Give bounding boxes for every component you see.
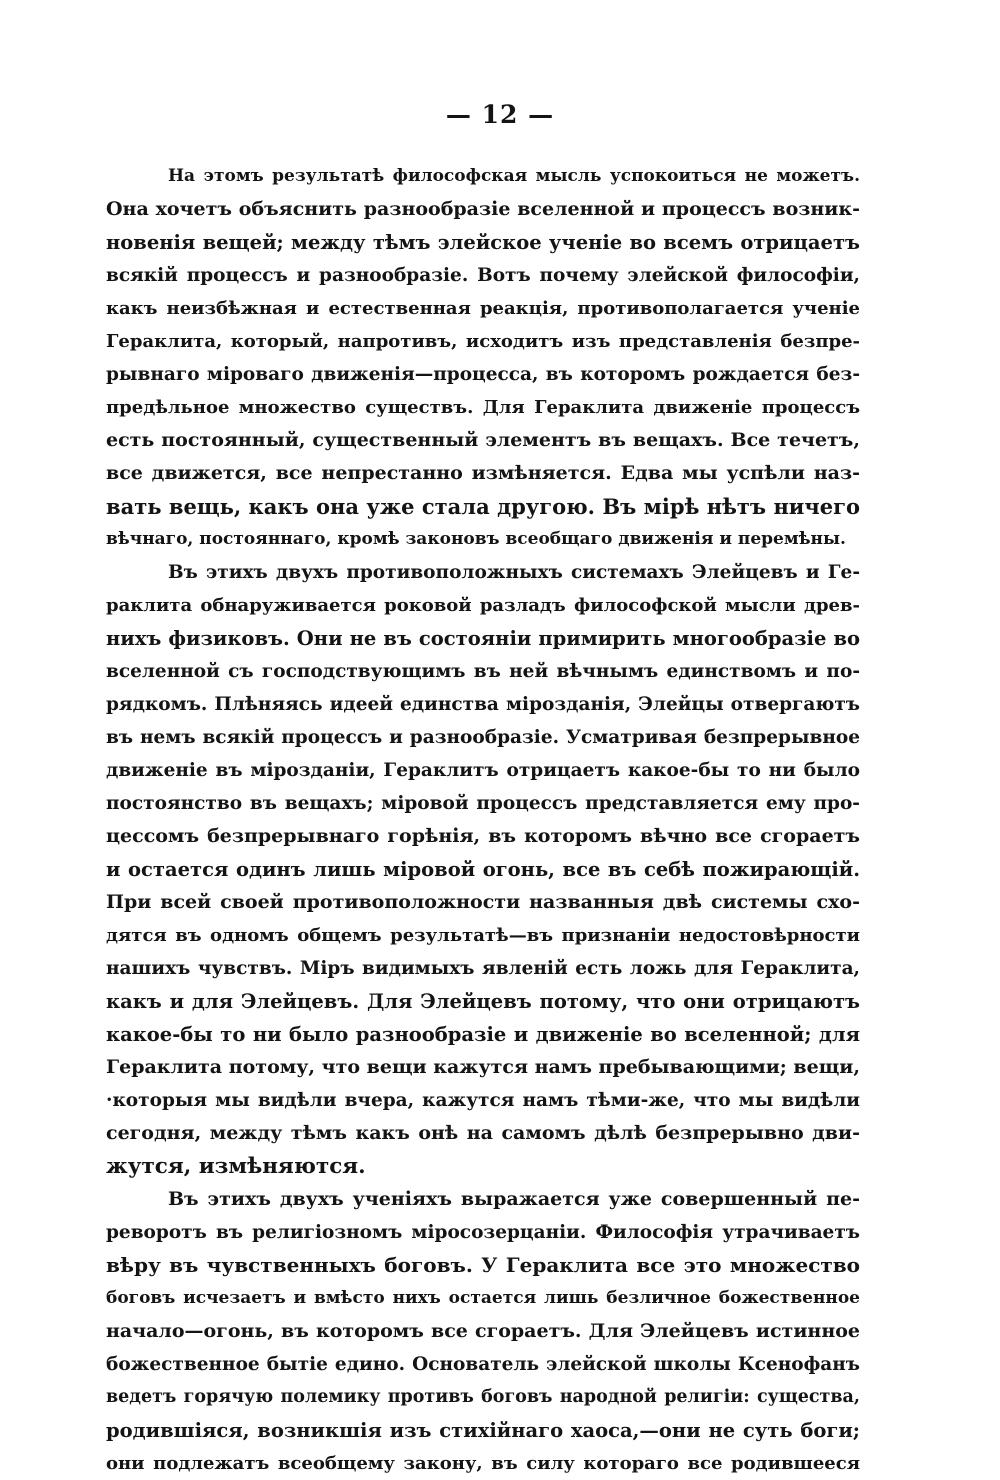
- text-line: вать вещь, какъ она уже стала другою. Въ мірѣ нѣтъ ничего: [106, 494, 860, 519]
- text-line: есть постоянный, существенный элементъ въ вещахъ. Все течетъ,: [106, 429, 860, 451]
- text-line: сегодня, между тѣмъ какъ онѣ на самомъ дѣлѣ безпрерывно дви-: [106, 1122, 860, 1144]
- text-line: постоянство въ вещахъ; міровой процессъ представляется ему про-: [106, 793, 860, 814]
- text-line: цессомъ безпрерывнаго горѣнія, въ которомъ вѣчно все сгораетъ: [106, 825, 860, 847]
- text-line: ·которыя мы видѣли вчера, кажутся намъ тѣми-же, что мы видѣли: [106, 1090, 860, 1111]
- text-line: какъ неизбѣжная и естественная реакція, противополагается ученіе: [106, 298, 860, 319]
- text-line: какъ и для Элейцевъ. Для Элейцевъ потому, что они отрицаютъ: [106, 990, 860, 1013]
- text-line: предѣльное множество существъ. Для Гераклита движеніе процессъ: [106, 397, 860, 418]
- text-line: все движется, все непрестанно измѣняется. Едва мы успѣли наз-: [106, 462, 860, 484]
- text-line: вѣру въ чувственныхъ боговъ. У Гераклита все это множество: [106, 1253, 860, 1277]
- body-text: [106, 160, 860, 1480]
- text-line: При всей своей противоположности названныя двѣ системы схо-: [106, 891, 860, 913]
- text-line: нашихъ чувствъ. Міръ видимыхъ явленій есть ложь для Гераклита,: [106, 958, 860, 979]
- text-line: вѣчнаго, постояннаго, кромѣ законовъ всеобщаго движенія и перемѣны.: [106, 529, 846, 549]
- text-line: реворотъ въ религіозномъ міросозерцаніи. Философія утрачиваетъ: [106, 1222, 860, 1243]
- text-line: Въ этихъ двухъ противоположныхъ системахъ Элейцевъ и Ге-: [168, 562, 860, 583]
- text-line: новенія вещей; между тѣмъ элейское ученіе во всемъ отрицаетъ: [106, 231, 860, 254]
- text-line: въ немъ всякій процессъ и разнообразіе. Усматривая безпрерывное: [106, 727, 860, 748]
- text-line: рывнаго міроваго движенія—процесса, въ которомъ рождается без-: [106, 364, 860, 385]
- text-line: На этомъ результатѣ философская мысль успокоиться не можетъ.: [168, 166, 860, 186]
- text-line: дятся въ одномъ общемъ результатѣ—въ признаніи недостовѣрности: [106, 925, 860, 946]
- page-number: — 12 —: [445, 100, 555, 129]
- text-line: родившіяся, возникшія изъ стихійнаго хаоса,—они не суть боги;: [106, 1419, 860, 1442]
- text-line: и остается одинъ лишь міровой огонь, все въ себѣ пожирающій.: [106, 858, 860, 881]
- text-line: Въ этихъ двухъ ученіяхъ выражается уже совершенный пе-: [168, 1188, 860, 1210]
- text-line: всякій процессъ и разнообразіе. Вотъ почему элейской философіи,: [106, 265, 860, 286]
- text-line: Она хочетъ объяснить разнообразіе вселенной и процессъ возник-: [106, 198, 860, 220]
- text-line: Гераклита, который, напротивъ, исходитъ изъ представленія безпре-: [106, 331, 860, 352]
- text-line: Гераклита потому, что вещи кажутся намъ пребывающими; вещи,: [106, 1056, 860, 1078]
- text-line: вселенной съ господствующимъ въ ней вѣчнымъ единствомъ и по-: [106, 661, 860, 682]
- text-line: движеніе въ мірозданіи, Гераклитъ отрицаетъ какое-бы то ни было: [106, 760, 860, 781]
- text-line: начало—огонь, въ которомъ все сгораетъ. Для Элейцевъ истинное: [106, 1320, 860, 1342]
- text-line: нихъ физиковъ. Они не въ состояніи примирить многообразіе во: [106, 627, 860, 650]
- text-line: боговъ исчезаетъ и вмѣсто нихъ остается лишь безличное божественное: [106, 1288, 860, 1308]
- text-line: они подлежатъ всеобщему закону, въ силу котораго все родившееся: [106, 1453, 860, 1474]
- text-line: ведетъ горячую полемику противъ боговъ народной религіи: существа,: [106, 1387, 860, 1407]
- text-line: жутся, измѣняются.: [106, 1154, 366, 1179]
- text-line: какое-бы то ни было разнообразіе и движеніе во вселенной; для: [106, 1023, 860, 1046]
- text-line: божественное бытіе едино. Основатель элейской школы Ксенофанъ: [106, 1354, 860, 1375]
- text-line: рядкомъ. Плѣняясь идеей единства мірозданія, Элейцы отвергаютъ: [106, 694, 860, 715]
- text-line: раклита обнаруживается роковой разладъ философской мысли древ-: [106, 595, 860, 616]
